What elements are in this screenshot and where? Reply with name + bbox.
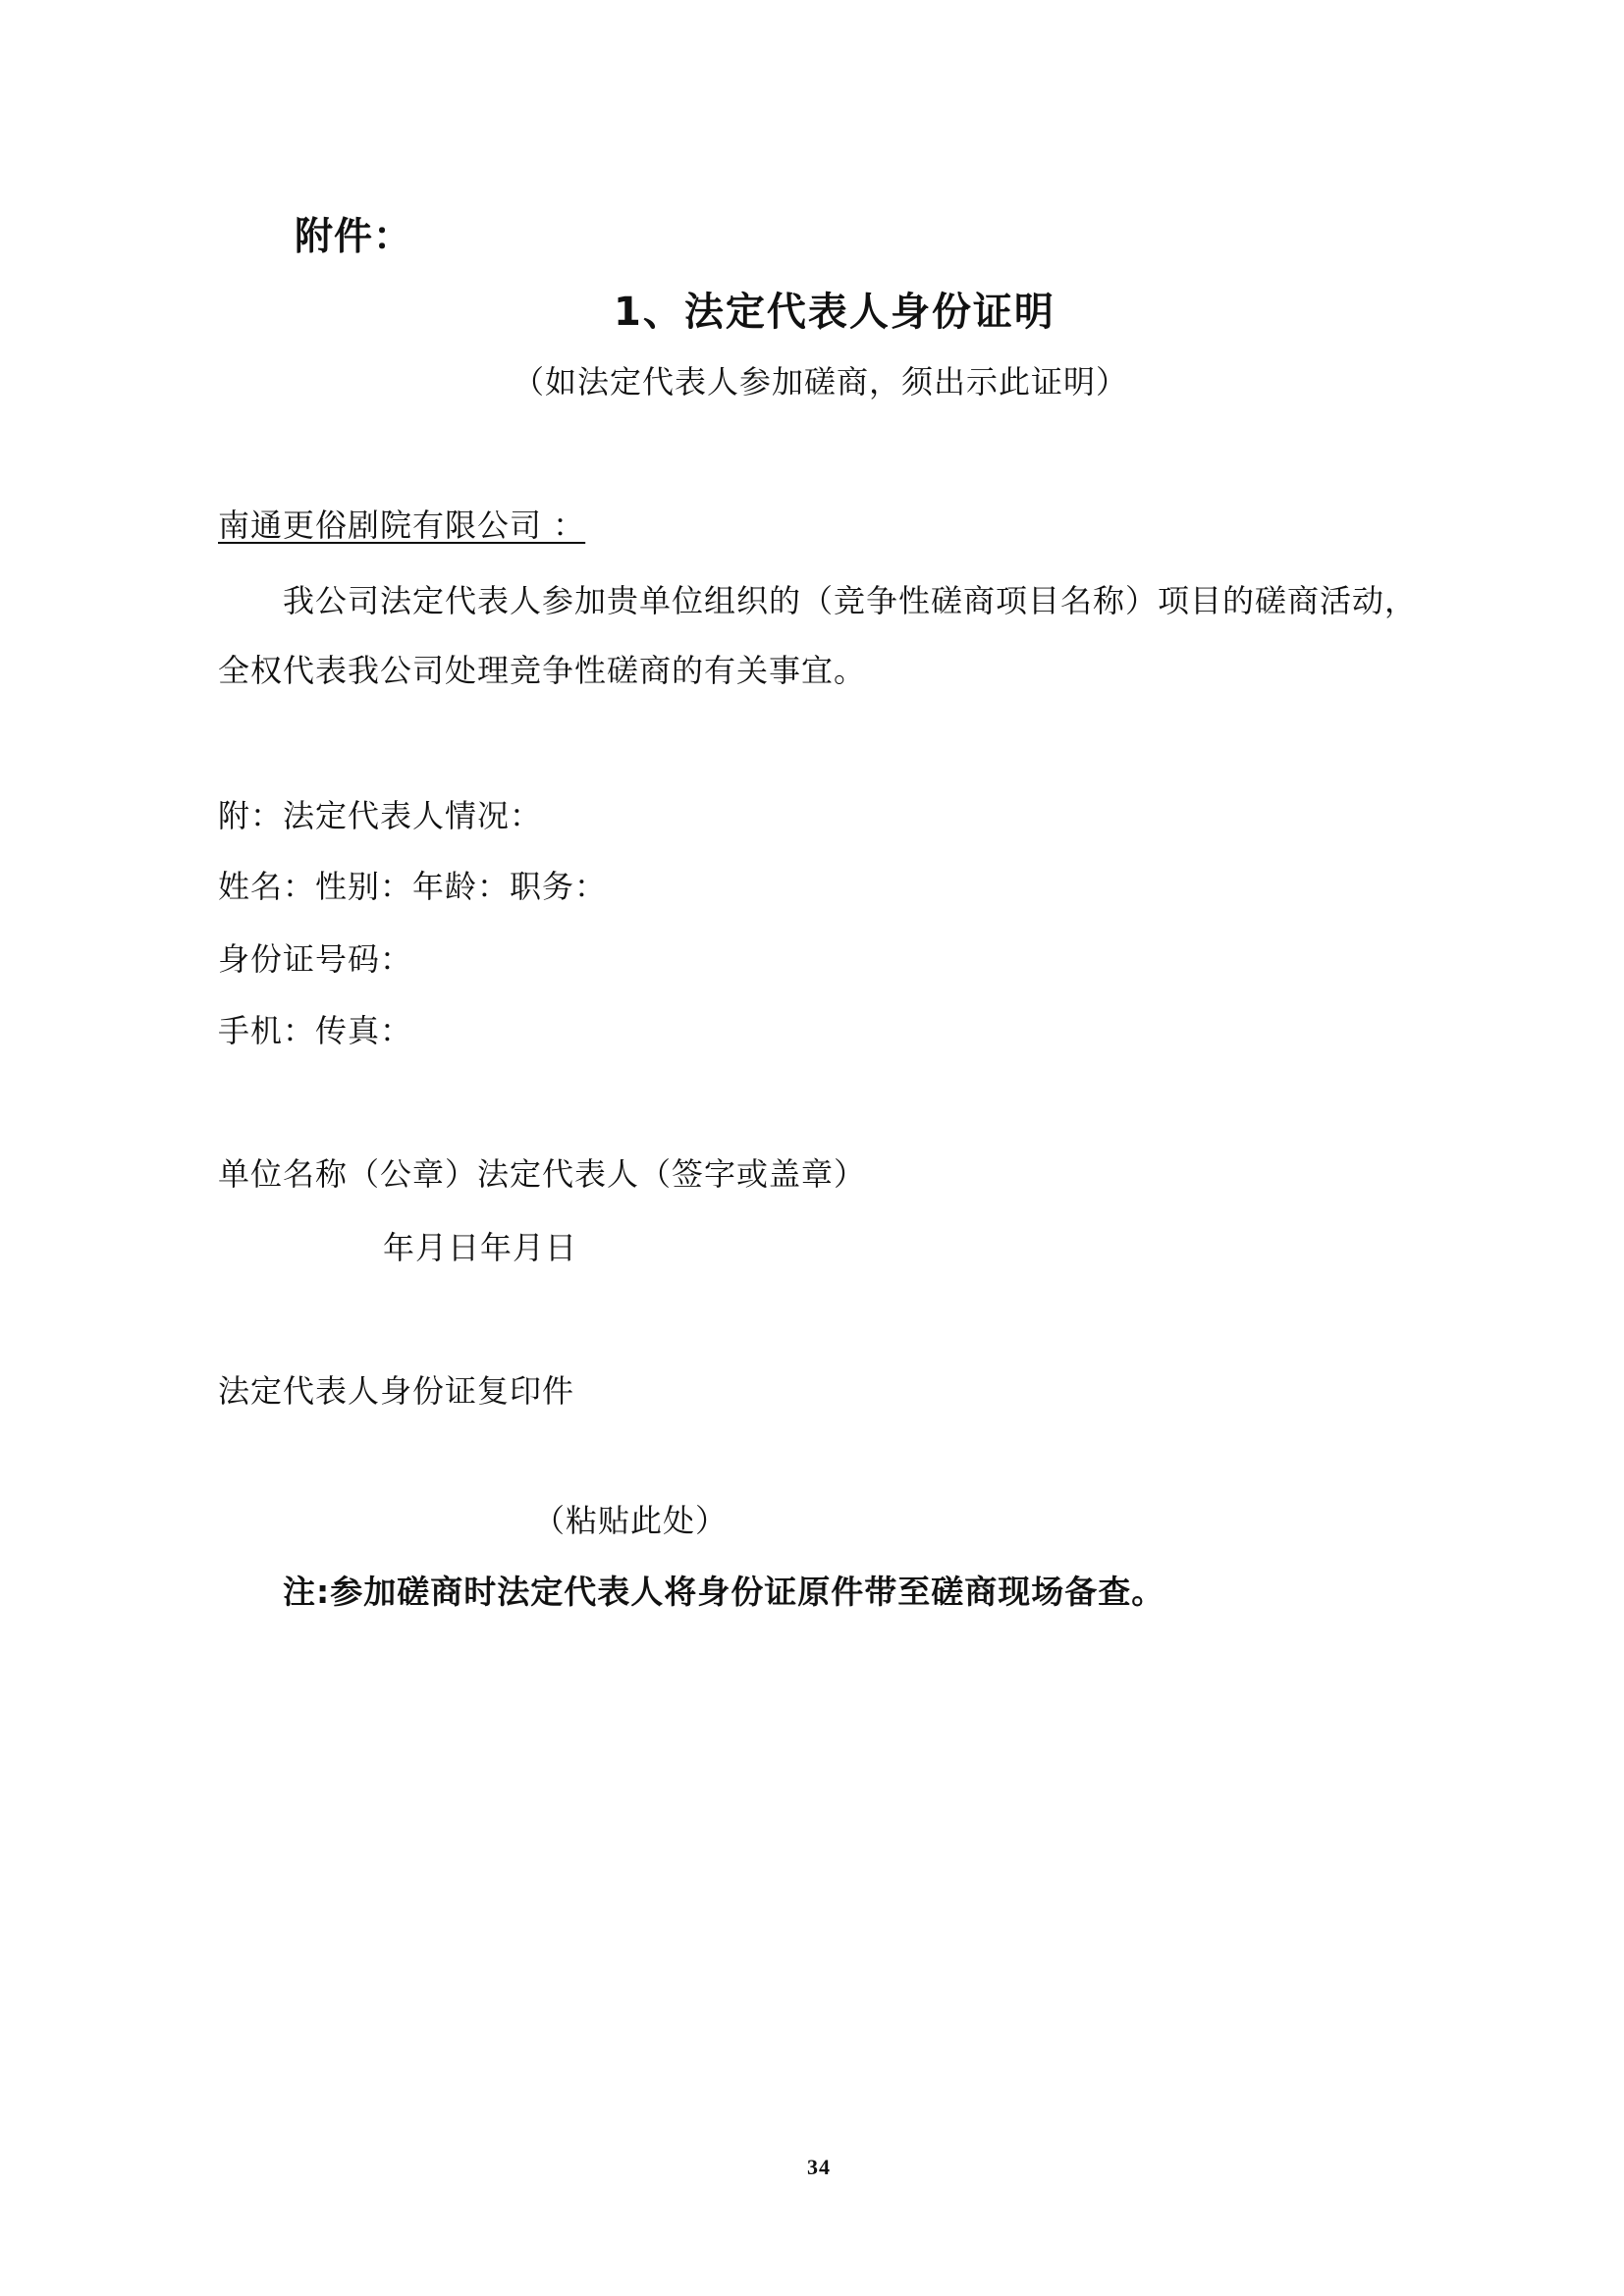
id-copy-label: 法定代表人身份证复印件 xyxy=(218,1372,575,1410)
paste-here-label: （粘贴此处） xyxy=(533,1502,729,1539)
note-line: 注:参加磋商时法定代表人将身份证原件带至磋商现场备查。 xyxy=(283,1573,1165,1611)
id-number-label: 身份证号码： xyxy=(218,940,413,978)
document-subtitle: （如法定代表人参加磋商，须出示此证明） xyxy=(513,363,1129,400)
body-line-1: 我公司法定代表人参加贵单位组织的（竞争性磋商项目名称）项目的磋商活动， xyxy=(283,582,1418,619)
body-line-2: 全权代表我公司处理竞争性磋商的有关事宜。 xyxy=(218,652,867,689)
rep-fields-line: 姓名：性别：年龄：职务： xyxy=(218,868,608,905)
attachment-heading: 附件： xyxy=(295,215,413,259)
document-title: 1、法定代表人身份证明 xyxy=(614,290,1056,335)
addressee-line: 南通更俗剧院有限公司 ： xyxy=(218,507,586,544)
page-number: 34 xyxy=(807,2155,831,2179)
rep-info-heading: 附：法定代表人情况： xyxy=(218,797,543,834)
date-line: 年月日年月日 xyxy=(383,1229,578,1266)
signature-line: 单位名称（公章）法定代表人（签字或盖章） xyxy=(218,1155,867,1193)
contact-line: 手机：传真： xyxy=(218,1012,413,1049)
